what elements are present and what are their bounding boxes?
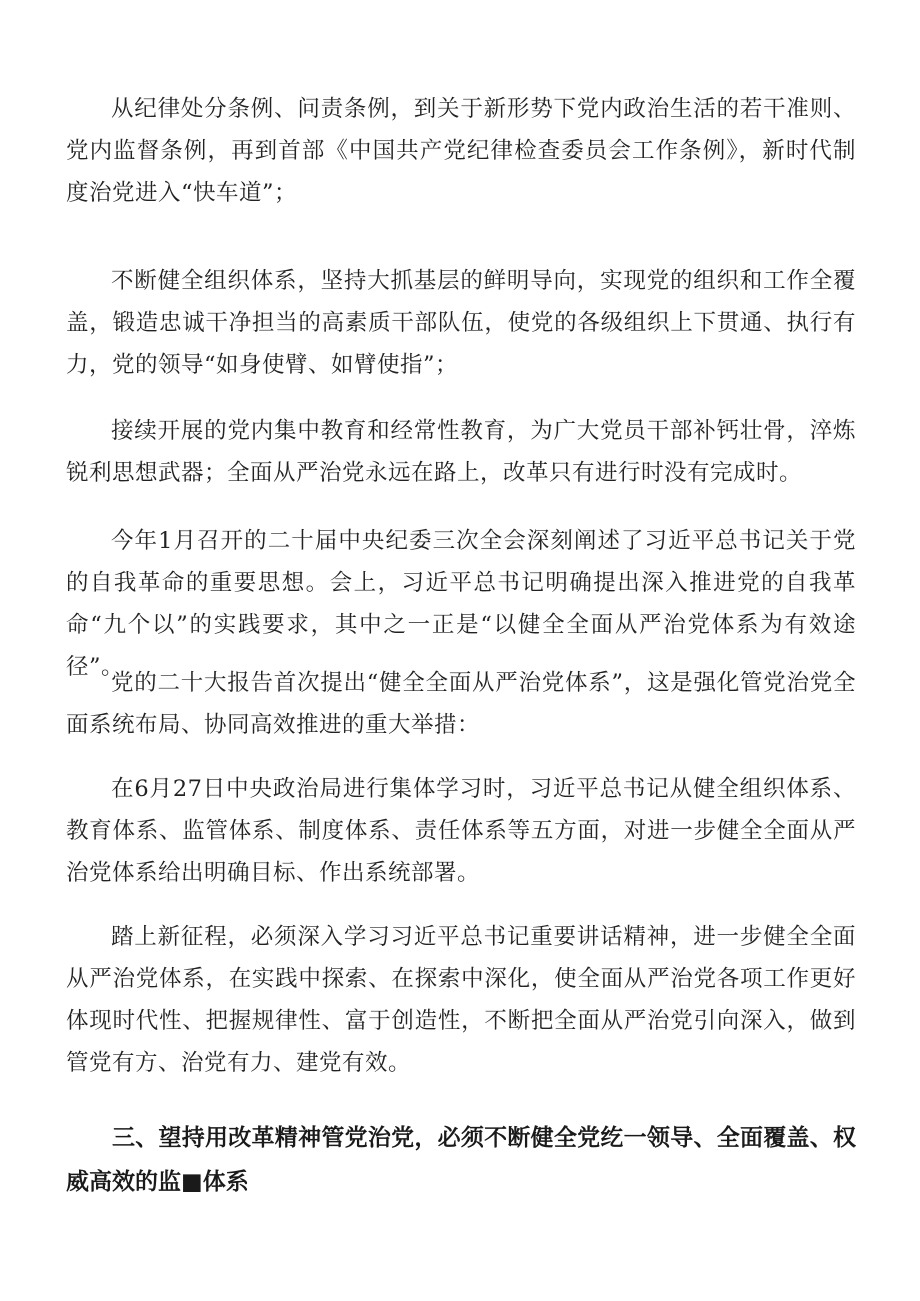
section-heading: 三、望持用改革精神管党治党，必须不断健全党纥一领导、全面覆盖、权威高效的监■体系 [66,1125,856,1195]
paragraph-7: 踏上新征程，必须深入学习习近平总书记重要讲话精神，进一步健全全面从严治党体系，在实践中探索、在探索中深化，使全面从严治党各项工作更好体现时代性、把握规律性、富于创造性，不断把全面从严治党引向深入，做到管党有方、治党有力、建党有效。 [66,924,856,1076]
paragraph-3: 接续开展的党内集中教育和经常性教育，为广大党员干部补钙壮骨，淬炼锐利思想武器；全面从严治党永远在路上，改革只有进行时没有完成时。 [66,418,856,486]
paragraph-4: 今年1月召开的二十届中央纪委三次全会深刻阐述了习近平总书记关于党的自我革命的重要思想。会上，习近平总书记明确提出深入推进党的自我革命“九个以”的实践要求，其中之一正是“以健全全面从严治党体系为有效途径”。 [66,528,856,680]
paragraph-2: 不断健全组织体系，坚持大抓基层的鲜明导向，实现党的组织和工作全覆盖，锻造忠诚干净担当的高素质干部队伍，使党的各级组织上下贯通、执行有力，党的领导“如身使臂、如臂使指”； [66,268,856,378]
paragraph-6: 在6月27日中央政治局进行集体学习时，习近平总书记从健全组织体系、教育体系、监管体系、制度体系、责任体系等五方面，对进一步健全全面从严治党体系给出明确目标、作出系统部署。 [66,776,856,886]
paragraph-5: 党的二十大报告首次提出“健全全面从严治党体系”，这是强化管党治党全面系统布局、协同高效推进的重大举措： [66,670,856,738]
paragraph-1: 从纪律处分条例、问责条例，到关于新形势下党内政治生活的若干准则、党内监督条例，再到首部《中国共产党纪律检查委员会工作条例》，新时代制度治党进入“快车道”； [66,96,856,206]
